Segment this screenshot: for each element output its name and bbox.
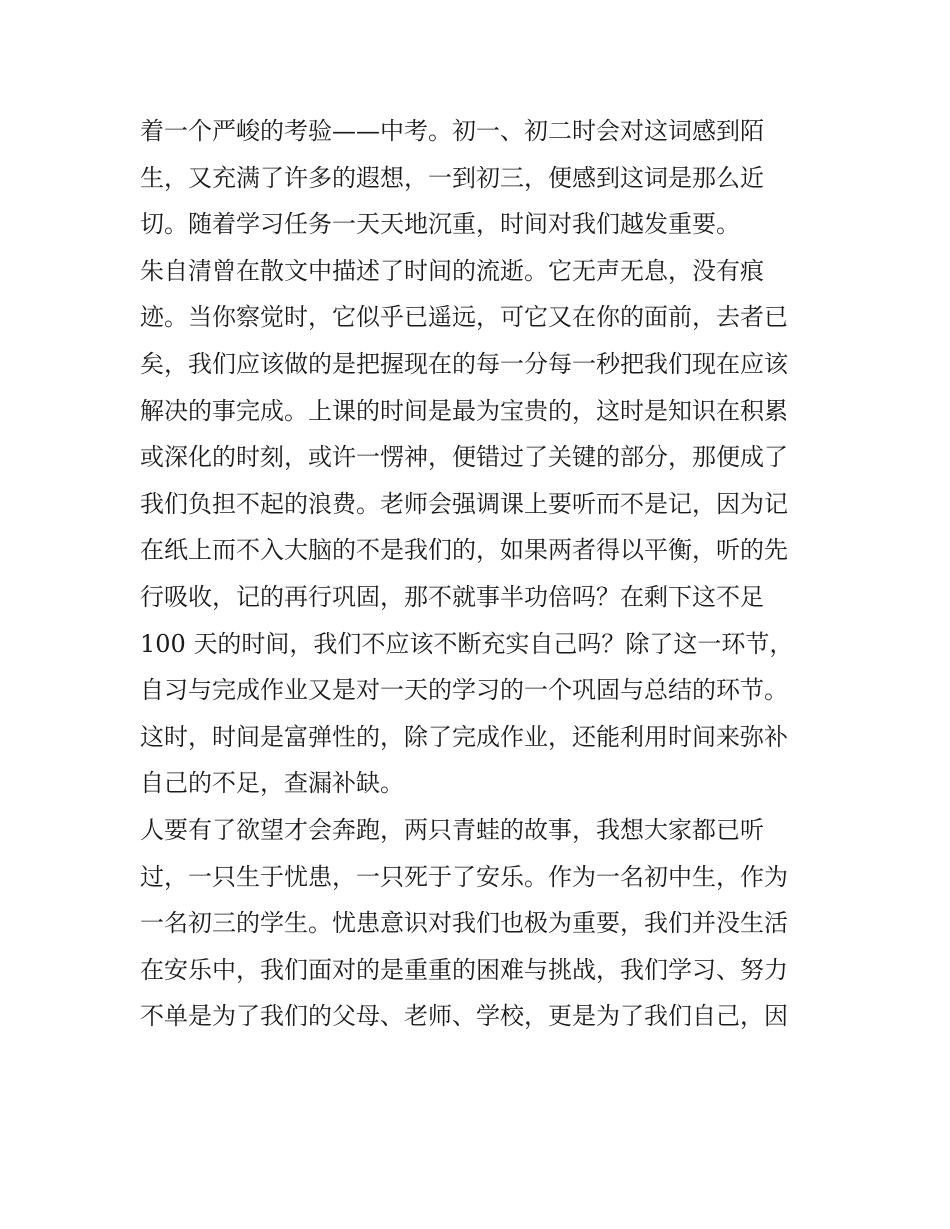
text-line: 过，一只生于忧患，一只死于了安乐。作为一名初中生，作为: [140, 862, 788, 891]
text-line: 这时，时间是富弹性的，除了完成作业，还能利用时间来弥补: [140, 722, 788, 751]
text-line: 人要有了欲望才会奔跑，两只青蛙的故事，我想大家都已听: [140, 815, 764, 844]
text-line: 不单是为了我们的父母、老师、学校，更是为了我们自己，因: [140, 1002, 788, 1031]
text-line: 或深化的时刻，或许一愣神，便错过了关键的部分，那便成了: [140, 443, 788, 472]
text-line: 行吸收，记的再行巩固，那不就事半功倍吗？在剩下这不足: [140, 582, 764, 611]
text-line: 一名初三的学生。忧患意识对我们也极为重要，我们并没生活: [140, 909, 788, 938]
text-line: 解决的事完成。上课的时间是最为宝贵的，这时是知识在积累: [140, 396, 788, 425]
text-line: 矣，我们应该做的是把握现在的每一分每一秒把我们现在应该: [140, 349, 788, 378]
text-line: 我们负担不起的浪费。老师会强调课上要听而不是记，因为记: [140, 489, 788, 518]
text-line: 着一个严峻的考验——中考。初一、初二时会对这词感到陌: [140, 117, 764, 145]
text-line: 100 天的时间，我们不应该不断充实自己吗？除了这一环节，: [140, 629, 794, 658]
text-line: 自己的不足，查漏补缺。: [140, 769, 404, 798]
text-line: 朱自清曾在散文中描述了时间的流逝。它无声无息，没有痕: [140, 256, 764, 285]
text-line: 在纸上而不入大脑的不是我们的，如果两者得以平衡，听的先: [140, 536, 788, 565]
text-line: 切。随着学习任务一天天地沉重，时间对我们越发重要。: [140, 210, 740, 239]
text-line: 迹。当你察觉时，它似乎已遥远，可它又在你的面前，去者已: [140, 303, 788, 332]
text-line: 自习与完成作业又是对一天的学习的一个巩固与总结的环节。: [140, 676, 788, 705]
body-text: [140, 108, 820, 1040]
text-line: 生，又充满了许多的遐想，一到初三，便感到这词是那么近: [140, 163, 764, 192]
text-line: 在安乐中，我们面对的是重重的困难与挑战，我们学习、努力: [140, 955, 788, 984]
